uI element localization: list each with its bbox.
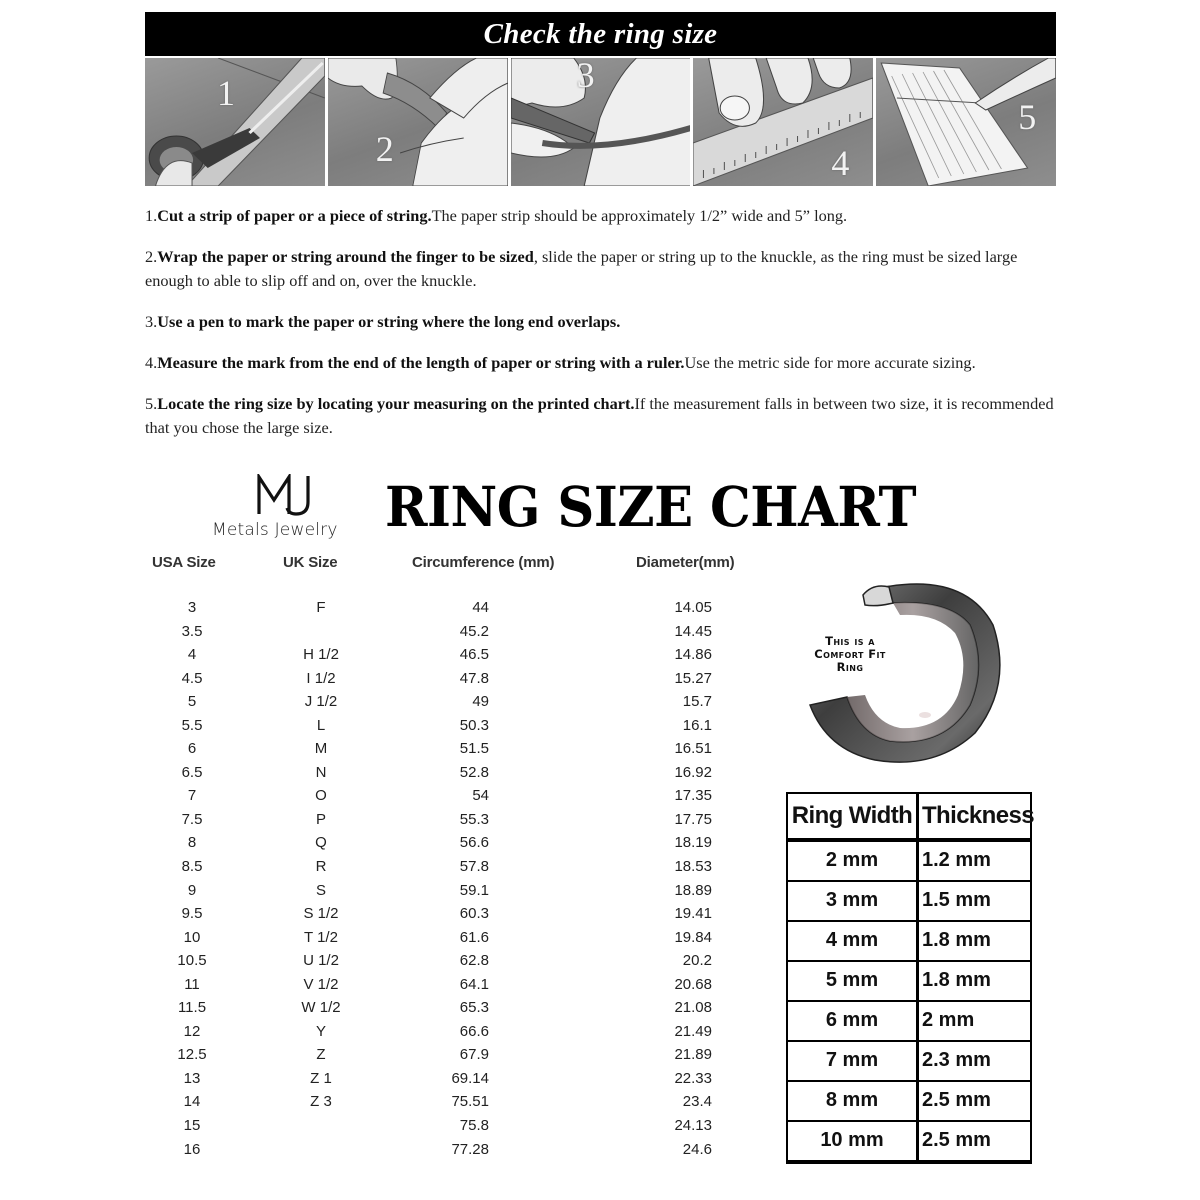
table-row xyxy=(140,715,760,739)
instruction-4: 4.Measure the mark from the end of the length of paper or string with a ruler.Use the metric side for more accurate sizing. xyxy=(145,353,976,372)
diameter-cell: 16.51 xyxy=(674,740,712,758)
uk-size-cell: Z 3 xyxy=(310,1093,332,1111)
step-number: 4 xyxy=(831,143,850,183)
circumference-cell: 46.5 xyxy=(459,646,489,664)
table-row xyxy=(140,997,760,1021)
header-diameter: Diameter(mm) xyxy=(636,554,735,571)
step-number: 1 xyxy=(217,73,235,113)
diameter-cell: 20.2 xyxy=(682,952,712,970)
diameter-cell: 17.35 xyxy=(674,787,712,805)
uk-size-cell: L xyxy=(316,716,326,734)
comfort-fit-caption: This is a Comfort Fit Ring xyxy=(814,634,886,674)
circumference-cell: 52.8 xyxy=(459,763,489,781)
uk-size-cell: J 1/2 xyxy=(304,693,338,711)
circumference-cell: 45.2 xyxy=(459,622,489,640)
circumference-cell: 60.3 xyxy=(459,905,489,923)
header-uk-size: UK Size xyxy=(283,554,338,571)
uk-size-cell: F xyxy=(316,599,326,616)
width-table-header xyxy=(788,794,1034,838)
uk-size-cell: O xyxy=(315,787,327,805)
diameter-cell: 14.45 xyxy=(674,622,712,640)
circumference-cell: 56.6 xyxy=(459,834,489,852)
circumference-cell: 59.1 xyxy=(459,881,489,899)
table-row xyxy=(788,842,1030,880)
table-row xyxy=(140,1021,760,1045)
thickness-cell: 1.8 mm xyxy=(919,962,1030,1000)
table-row xyxy=(140,832,760,856)
uk-size-cell: R xyxy=(315,858,327,876)
chart-title: RING SIZE CHART xyxy=(385,474,917,539)
uk-size-cell: P xyxy=(315,810,326,828)
usa-size-cell: 9 xyxy=(187,881,197,899)
uk-size-cell: N xyxy=(315,763,327,781)
ring-width-cell: 2 mm xyxy=(788,842,916,880)
table-row xyxy=(140,785,760,809)
circumference-cell: 67.9 xyxy=(459,1046,489,1064)
circumference-cell: 77.28 xyxy=(451,1140,489,1158)
comfort-fit-ring-illustration xyxy=(765,565,1035,775)
usa-size-cell: 11 xyxy=(184,975,200,993)
table-row xyxy=(140,974,760,998)
circumference-cell: 54 xyxy=(472,787,489,805)
ring-width-cell: 10 mm xyxy=(788,1122,916,1160)
uk-size-cell: T 1/2 xyxy=(304,928,338,946)
table-row xyxy=(140,950,760,974)
usa-size-cell: 3.5 xyxy=(181,622,203,640)
diameter-cell: 16.1 xyxy=(682,716,712,734)
ring-width-cell: 3 mm xyxy=(788,882,916,920)
circumference-cell: 51.5 xyxy=(459,740,489,758)
table-row xyxy=(140,880,760,904)
diameter-cell: 24.6 xyxy=(682,1140,712,1158)
ring-width-thickness-table xyxy=(786,792,1032,1164)
banner-title: Check the ring size xyxy=(483,17,718,50)
diameter-cell: 21.08 xyxy=(674,999,712,1017)
brand-name: Metals Jewelry xyxy=(212,520,338,540)
brand-logo xyxy=(212,474,362,544)
table-row xyxy=(140,668,760,692)
step-1-illustration xyxy=(145,58,325,186)
step-3-illustration xyxy=(511,58,691,186)
diameter-cell: 19.41 xyxy=(674,905,712,923)
uk-size-cell: Y xyxy=(315,1022,326,1040)
usa-size-cell: 14 xyxy=(183,1093,201,1111)
header-banner xyxy=(145,12,1056,56)
table-row xyxy=(140,644,760,668)
usa-size-cell: 4 xyxy=(187,646,197,664)
usa-size-cell: 13 xyxy=(183,1069,201,1087)
circumference-cell: 69.14 xyxy=(451,1069,489,1087)
thickness-cell: 2 mm xyxy=(919,1002,1030,1040)
table-row xyxy=(140,809,760,833)
circumference-cell: 55.3 xyxy=(459,810,489,828)
thickness-cell: 2.3 mm xyxy=(919,1042,1030,1080)
thickness-cell: 2.5 mm xyxy=(919,1122,1030,1160)
instructions-list xyxy=(145,204,1055,457)
circumference-cell: 75.8 xyxy=(459,1117,489,1135)
table-row xyxy=(140,927,760,951)
thickness-cell: 1.8 mm xyxy=(919,922,1030,960)
table-row xyxy=(140,903,760,927)
usa-size-cell: 3 xyxy=(187,599,197,616)
table-row xyxy=(788,1122,1030,1160)
usa-size-cell: 7 xyxy=(187,787,197,805)
diameter-cell: 15.7 xyxy=(682,693,712,711)
circumference-cell: 64.1 xyxy=(459,975,489,993)
thickness-cell: 2.5 mm xyxy=(919,1082,1030,1120)
table-row xyxy=(140,1044,760,1068)
usa-size-cell: 11.5 xyxy=(177,999,207,1017)
circumference-cell: 44 xyxy=(472,599,489,616)
diameter-cell: 17.75 xyxy=(674,810,712,828)
diameter-cell: 19.84 xyxy=(674,928,712,946)
ring-width-cell: 6 mm xyxy=(788,1002,916,1040)
table-row xyxy=(788,1042,1030,1080)
circumference-cell: 57.8 xyxy=(459,858,489,876)
mj-logo-icon xyxy=(256,474,320,516)
table-row xyxy=(140,1139,760,1163)
step-number: 5 xyxy=(1018,97,1037,137)
usa-size-cell: 16 xyxy=(183,1140,201,1158)
circumference-cell: 66.6 xyxy=(459,1022,489,1040)
table-row xyxy=(140,762,760,786)
usa-size-cell: 12 xyxy=(183,1022,201,1040)
table-row xyxy=(140,1091,760,1115)
step-2-illustration xyxy=(328,58,508,186)
usa-size-cell: 12.5 xyxy=(177,1046,207,1064)
uk-size-cell: Q xyxy=(315,834,327,852)
usa-size-cell: 6 xyxy=(187,740,197,758)
uk-size-cell: V 1/2 xyxy=(303,975,339,993)
header-thickness: Thickness xyxy=(919,794,1030,838)
diameter-cell: 24.13 xyxy=(674,1117,712,1135)
instruction-1: 1.Cut a strip of paper or a piece of string.The paper strip should be approximately 1/2” wide and 5” long. xyxy=(145,206,848,225)
circumference-cell: 47.8 xyxy=(459,669,489,687)
uk-size-cell: W 1/2 xyxy=(301,999,341,1017)
table-row xyxy=(140,621,760,645)
step-number: 3 xyxy=(576,58,595,95)
diameter-cell: 21.89 xyxy=(674,1046,712,1064)
diameter-cell: 18.19 xyxy=(674,834,712,852)
uk-size-cell: H 1/2 xyxy=(303,646,339,664)
uk-size-cell: S 1/2 xyxy=(303,905,339,923)
uk-size-cell: Z 1 xyxy=(310,1069,332,1087)
circumference-cell: 61.6 xyxy=(459,928,489,946)
usa-size-cell: 9.5 xyxy=(181,905,203,923)
uk-size-cell: U 1/2 xyxy=(303,952,339,970)
usa-size-cell: 5.5 xyxy=(181,716,203,734)
usa-size-cell: 10.5 xyxy=(177,952,207,970)
usa-size-cell: 5 xyxy=(187,693,197,711)
diameter-cell: 14.05 xyxy=(674,599,712,616)
instruction-5: 5.Locate the ring size by locating your measuring on the printed chart.If the measurement falls in between two size, it is recommended that you chose the large size. xyxy=(145,394,1054,437)
step-5-illustration xyxy=(876,58,1056,186)
step-illustrations xyxy=(145,58,1056,186)
diameter-cell: 18.53 xyxy=(674,858,712,876)
diameter-cell: 22.33 xyxy=(674,1069,712,1087)
header-usa-size: USA Size xyxy=(152,554,216,571)
circumference-cell: 50.3 xyxy=(459,716,489,734)
table-row xyxy=(788,882,1030,920)
circumference-cell: 65.3 xyxy=(459,999,489,1017)
uk-size-cell: M xyxy=(314,740,328,758)
thickness-cell: 1.2 mm xyxy=(919,842,1030,880)
diameter-cell: 20.68 xyxy=(674,975,712,993)
usa-size-cell: 7.5 xyxy=(181,810,203,828)
usa-size-cell: 8.5 xyxy=(181,858,203,876)
header-circumference: Circumference (mm) xyxy=(412,554,555,571)
table-row xyxy=(788,922,1030,960)
table-row xyxy=(140,738,760,762)
finger-wrap-icon xyxy=(328,58,508,186)
ring-width-cell: 7 mm xyxy=(788,1042,916,1080)
ring-width-cell: 8 mm xyxy=(788,1082,916,1120)
header-ring-width: Ring Width xyxy=(788,794,916,838)
instruction-3: 3.Use a pen to mark the paper or string where the long end overlaps. xyxy=(145,312,621,331)
table-row xyxy=(140,1068,760,1092)
ring-width-cell: 5 mm xyxy=(788,962,916,1000)
table-row xyxy=(140,856,760,880)
circumference-cell: 75.51 xyxy=(451,1093,489,1111)
diameter-cell: 18.89 xyxy=(674,881,712,899)
diameter-cell: 15.27 xyxy=(674,669,712,687)
usa-size-cell: 6.5 xyxy=(181,763,203,781)
circumference-cell: 62.8 xyxy=(459,952,489,970)
size-table-body xyxy=(140,597,760,1162)
table-row xyxy=(788,1082,1030,1120)
usa-size-cell: 10 xyxy=(183,928,201,946)
circumference-cell: 49 xyxy=(472,693,489,711)
thickness-cell: 1.5 mm xyxy=(919,882,1030,920)
pen-mark-icon xyxy=(511,58,691,186)
table-row xyxy=(140,1115,760,1139)
uk-size-cell: Z xyxy=(316,1046,326,1064)
ring-width-cell: 4 mm xyxy=(788,922,916,960)
diameter-cell: 21.49 xyxy=(674,1022,712,1040)
diameter-cell: 23.4 xyxy=(682,1093,712,1111)
step-number: 2 xyxy=(375,129,394,169)
table-row xyxy=(140,691,760,715)
uk-size-cell: I 1/2 xyxy=(306,669,336,687)
diameter-cell: 16.92 xyxy=(674,763,712,781)
usa-size-cell: 4.5 xyxy=(181,669,203,687)
step-4-illustration xyxy=(693,58,873,186)
usa-size-cell: 15 xyxy=(183,1117,201,1135)
diameter-cell: 14.86 xyxy=(674,646,712,664)
table-row xyxy=(788,1002,1030,1040)
table-row xyxy=(788,962,1030,1000)
table-row xyxy=(140,597,760,621)
instruction-2: 2.Wrap the paper or string around the finger to be sized, slide the paper or string up to the knuckle, as the ring must be sized large enough to able to slip off and on, over the knuckle. xyxy=(145,247,1018,290)
usa-size-cell: 8 xyxy=(187,834,197,852)
uk-size-cell: S xyxy=(315,881,326,899)
